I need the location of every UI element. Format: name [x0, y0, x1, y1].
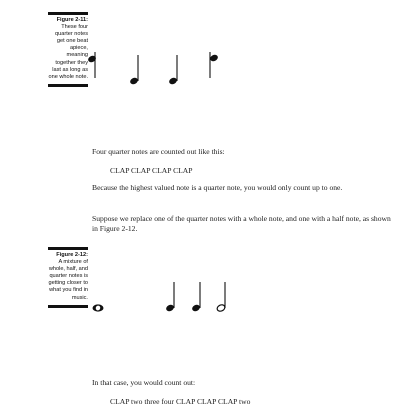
whole-note-icon: [93, 304, 104, 311]
figure-2-11-caption-block: [48, 12, 88, 87]
half-note-icon: [216, 282, 226, 312]
clap-line-1: CLAP CLAP CLAP CLAP: [110, 166, 193, 175]
figure-2-11-notes: [88, 48, 238, 90]
suppose-paragraph: Suppose we replace one of the quarter notes with a whole note, and one with a half note, as shown in Figure 2-12.: [92, 214, 391, 234]
figure-2-11-caption: These four quarter notes get one beat apiece, meaning together they last as long as one whole note.: [48, 24, 88, 80]
caption-top-rule: [48, 12, 88, 15]
quarter-note-icon: [88, 52, 97, 78]
quarter-note-icon: [168, 55, 178, 85]
clap-line-2: CLAP two three four CLAP CLAP CLAP two: [110, 397, 251, 406]
figure-2-12-label: Figure 2-12:: [56, 252, 88, 258]
figure-2-12-notes: [88, 272, 248, 316]
figure-2-12-caption-block: [48, 247, 88, 308]
caption-bottom-rule: [48, 84, 88, 87]
in-that-case-paragraph: In that case, you would count out:: [92, 378, 196, 387]
figure-2-12-caption: A mixture of whole, half, and quarter notes is getting closer to what you find in music.: [48, 259, 88, 301]
quarter-note-icon: [165, 282, 175, 312]
figure-2-11-label: Figure 2-11:: [56, 17, 88, 23]
quarter-note-icon: [191, 282, 201, 312]
caption-bottom-rule: [48, 305, 88, 308]
intro-count-paragraph: Four quarter notes are counted out like this:: [92, 147, 225, 156]
caption-top-rule: [48, 247, 88, 250]
quarter-note-icon: [209, 52, 219, 78]
quarter-note-icon: [129, 55, 139, 85]
explanation-paragraph: Because the highest valued note is a quarter note, you would only count up to one.: [92, 183, 343, 192]
